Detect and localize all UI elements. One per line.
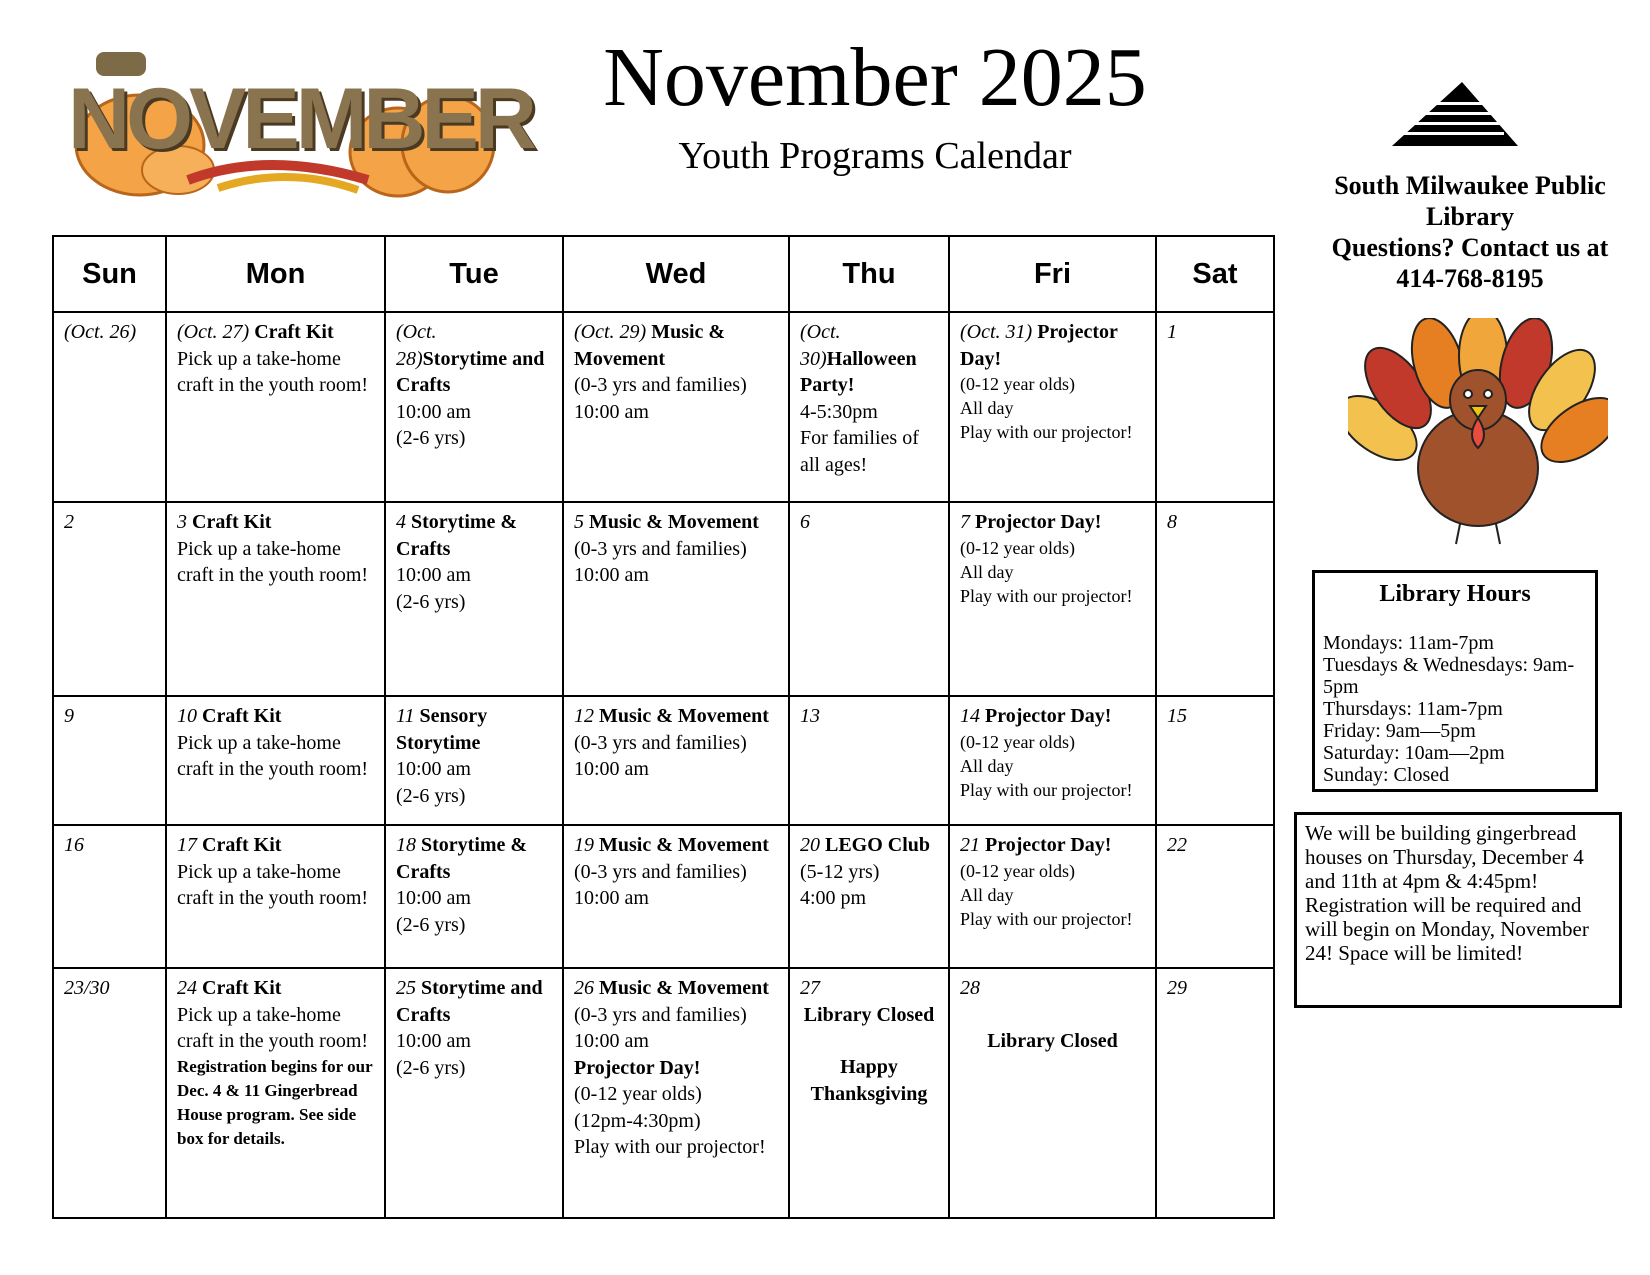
hours-line: Saturday: 10am—2pm [1323, 742, 1505, 764]
calendar-day-cell [789, 312, 949, 502]
calendar-day-cell [949, 312, 1156, 502]
event-detail: (0-3 yrs and families) [574, 1003, 747, 1026]
calendar-day-cell [563, 312, 789, 502]
day-number: 25 [396, 977, 416, 999]
event-detail: Play with our projector! [960, 585, 1133, 606]
event-detail: All day [960, 561, 1014, 582]
day-number: 23/30 [64, 977, 110, 999]
day-number: 21 [960, 834, 980, 856]
event-heading [574, 319, 778, 372]
day-number: 6 [800, 511, 810, 533]
event-detail: (0-3 yrs and families) [574, 537, 747, 560]
calendar-day-cell [53, 968, 166, 1218]
hours-line: Thursdays: 11am-7pm [1323, 698, 1503, 720]
event-heading [177, 975, 374, 1002]
event-detail: 10:00 am [574, 400, 649, 423]
contact-line: Questions? Contact us at [1331, 233, 1609, 262]
event-title: Music & Movement [584, 511, 759, 533]
calendar-day-cell [385, 825, 563, 968]
calendar-day-cell [949, 696, 1156, 825]
event-heading [1167, 319, 1263, 346]
library-hours-box [1312, 570, 1598, 792]
calendar-day-cell [53, 696, 166, 825]
library-contact [1300, 170, 1640, 294]
calendar-day-cell [563, 825, 789, 968]
day-number: 7 [960, 511, 970, 533]
event-heading [1167, 509, 1263, 536]
day-number: 9 [64, 705, 74, 727]
event-detail: Play with our projector! [574, 1136, 766, 1158]
event-detail: (2-6 yrs) [396, 784, 466, 807]
event-heading [64, 975, 155, 1002]
event-detail: (0-12 year olds) [960, 731, 1075, 752]
library-logo-icon [1392, 82, 1518, 156]
weekday-header: Mon [166, 236, 385, 312]
event-detail: 10:00 am [396, 1030, 471, 1052]
calendar-week-row [53, 696, 1274, 825]
library-name-line2: Library [1425, 202, 1515, 231]
event-title: Storytime and Crafts [396, 977, 543, 1026]
day-number: 24 [177, 977, 197, 999]
event-title: Storytime & Crafts [396, 511, 518, 560]
calendar-day-cell [385, 312, 563, 502]
event-heading [396, 975, 552, 1028]
event-heading [177, 703, 374, 730]
calendar-day-cell [166, 968, 385, 1218]
event-detail: 4:00 pm [800, 887, 867, 909]
calendar-day-cell [1156, 968, 1274, 1218]
event-detail: Play with our projector! [960, 422, 1133, 442]
november-logo [68, 40, 533, 200]
hours-line: Sunday: Closed [1323, 764, 1450, 786]
day-number: 28 [960, 977, 980, 999]
weekday-header: Sat [1156, 236, 1274, 312]
event-detail: All day [960, 884, 1014, 905]
calendar-day-cell [1156, 502, 1274, 696]
event-detail: (2-6 yrs) [396, 427, 466, 449]
event-detail: (12pm-4:30pm) [574, 1109, 701, 1132]
day-number: 11 [396, 705, 415, 727]
day-number: 16 [64, 834, 84, 856]
event-heading [574, 975, 778, 1002]
calendar-table [52, 235, 1275, 1219]
calendar-day-cell [1156, 312, 1274, 502]
day-number: 22 [1167, 834, 1187, 856]
calendar-day-cell [563, 968, 789, 1218]
event-heading [1167, 703, 1263, 730]
calendar-week-row [53, 825, 1274, 968]
event-heading [800, 832, 938, 859]
event-detail: (0-3 yrs and families) [574, 860, 747, 883]
event-title: Music & Movement [594, 977, 769, 999]
event-detail: Play with our projector! [960, 908, 1133, 929]
calendar-day-cell [385, 968, 563, 1218]
calendar-week-row [53, 502, 1274, 696]
logo-lettering: NOVEMBER [68, 71, 533, 167]
event-title: Projector Day! [574, 1056, 701, 1079]
day-number: 10 [177, 705, 197, 727]
day-number: 3 [177, 511, 187, 533]
calendar-body [53, 312, 1274, 1218]
event-title: Craft Kit [197, 834, 282, 856]
closure-text: Library Closed [987, 1029, 1118, 1052]
event-heading [396, 319, 552, 399]
event-heading [574, 509, 778, 536]
calendar-day-cell [789, 696, 949, 825]
event-detail: (0-3 yrs and families) [574, 731, 747, 754]
closure-text [800, 1028, 938, 1054]
gingerbread-note: We will be building gingerbread houses on Thursday, December 4 and 11th at 4pm & 4:45pm! Registration will be required and will begin on Monday, November 24! Space will be limited! [1294, 812, 1622, 1008]
calendar-day-cell [385, 502, 563, 696]
library-name-line1: South Milwaukee Public [1334, 171, 1606, 200]
day-number: (Oct. 31) [960, 321, 1033, 343]
day-number: (Oct. 29) [574, 321, 647, 343]
closure-text [960, 1002, 1145, 1028]
calendar-day-cell [563, 696, 789, 825]
event-heading [800, 703, 938, 730]
event-detail: (0-12 year olds) [960, 860, 1075, 881]
day-number: 19 [574, 834, 594, 856]
calendar-day-cell [949, 502, 1156, 696]
event-detail: For families of all ages! [800, 427, 919, 476]
event-heading [800, 319, 938, 399]
event-detail: Pick up a take-home craft in the youth room! [177, 860, 369, 909]
day-number: (Oct. 26) [64, 321, 137, 343]
day-number: 13 [800, 705, 820, 727]
event-detail: All day [960, 755, 1014, 776]
event-heading [1167, 832, 1263, 859]
registration-note: Registration begins for our Dec. 4 & 11 Gingerbread House program. See side box for details. [177, 1056, 373, 1148]
closure-text: Happy Thanksgiving [810, 1056, 928, 1105]
event-heading [64, 832, 155, 859]
event-title: Projector Day! [980, 705, 1112, 727]
event-detail: 10:00 am [396, 400, 471, 423]
day-number: 14 [960, 705, 980, 727]
event-heading [960, 703, 1145, 730]
event-detail: Pick up a take-home craft in the youth room! [177, 537, 369, 586]
event-detail: (2-6 yrs) [396, 1056, 466, 1079]
event-detail: 10:00 am [574, 758, 649, 780]
event-heading [396, 703, 552, 756]
calendar-day-cell [53, 502, 166, 696]
event-title: Storytime and Crafts [396, 347, 545, 396]
event-heading [177, 509, 374, 536]
event-heading [574, 832, 778, 859]
hours-line: Mondays: 11am-7pm [1323, 632, 1494, 654]
event-detail: Pick up a take-home craft in the youth room! [177, 731, 369, 780]
calendar-day-cell [949, 968, 1156, 1218]
event-title: Halloween Party! [800, 347, 917, 396]
event-title: LEGO Club [820, 834, 931, 856]
event-heading [64, 703, 155, 730]
calendar-day-cell [166, 312, 385, 502]
event-heading [396, 509, 552, 562]
event-title: Sensory Storytime [396, 705, 488, 754]
day-number: 18 [396, 834, 416, 856]
hours-line: Tuesdays & Wednesdays: 9am-5pm [1323, 654, 1575, 698]
event-title: Storytime & Crafts [396, 834, 528, 883]
event-heading [64, 319, 155, 346]
calendar-week-row [53, 968, 1274, 1218]
turkey-illustration [1348, 318, 1608, 554]
day-number: (Oct. 30) [800, 321, 841, 370]
calendar-day-cell [166, 696, 385, 825]
event-heading [177, 832, 374, 859]
calendar-day-cell [53, 312, 166, 502]
day-number: (Oct. 28) [396, 321, 437, 370]
event-title: Craft Kit [249, 321, 334, 343]
event-detail: 10:00 am [574, 1030, 649, 1052]
event-heading [574, 703, 778, 730]
event-heading [800, 509, 938, 536]
event-detail: (2-6 yrs) [396, 590, 466, 613]
hours-line: Friday: 9am—5pm [1323, 720, 1476, 742]
weekday-header: Wed [563, 236, 789, 312]
event-detail: All day [960, 398, 1014, 418]
weekday-header-row [53, 236, 1274, 312]
closure-text: Library Closed [803, 1003, 935, 1026]
calendar-day-cell [53, 825, 166, 968]
calendar-day-cell [166, 502, 385, 696]
event-title: Craft Kit [197, 705, 282, 727]
day-number: (Oct. 27) [177, 321, 250, 343]
event-heading [64, 509, 155, 536]
calendar-day-cell [949, 825, 1156, 968]
event-detail: Pick up a take-home craft in the youth room! [177, 347, 369, 396]
calendar-day-cell [789, 502, 949, 696]
event-heading [960, 832, 1145, 859]
event-detail: (0-12 year olds) [960, 537, 1075, 558]
day-number: 1 [1167, 321, 1177, 343]
day-number: 26 [574, 977, 594, 999]
calendar-day-cell [166, 825, 385, 968]
day-number: 2 [64, 511, 74, 533]
event-heading [960, 509, 1145, 536]
event-detail: (0-12 year olds) [574, 1083, 702, 1105]
day-number: 27 [800, 977, 820, 999]
weekday-header: Sun [53, 236, 166, 312]
day-number: 8 [1167, 511, 1177, 533]
event-detail: 10:00 am [396, 564, 471, 586]
event-title: Projector Day! [960, 321, 1118, 370]
event-detail: (2-6 yrs) [396, 913, 466, 936]
event-detail: Pick up a take-home craft in the youth room! [177, 1003, 369, 1052]
event-heading [396, 832, 552, 885]
weekday-header: Thu [789, 236, 949, 312]
event-detail: Play with our projector! [960, 779, 1133, 800]
event-title: Music & Movement [594, 834, 769, 856]
day-number: 12 [574, 705, 594, 727]
event-detail: (0-3 yrs and families) [574, 374, 747, 396]
event-title: Craft Kit [187, 511, 272, 533]
calendar-day-cell [385, 696, 563, 825]
event-heading [960, 319, 1145, 372]
day-number: 4 [396, 511, 406, 533]
calendar-day-cell [1156, 696, 1274, 825]
event-detail: 10:00 am [574, 887, 649, 909]
calendar-day-cell [563, 502, 789, 696]
event-detail: (0-12 year olds) [960, 374, 1075, 394]
event-title: Projector Day! [980, 834, 1112, 856]
event-detail: 10:00 am [574, 564, 649, 586]
event-detail: (5-12 yrs) [800, 860, 880, 883]
event-detail: 10:00 am [396, 758, 471, 780]
calendar-day-cell [789, 968, 949, 1218]
weekday-header: Tue [385, 236, 563, 312]
calendar-day-cell [789, 825, 949, 968]
event-detail: 10:00 am [396, 887, 471, 909]
calendar-week-row [53, 312, 1274, 502]
weekday-header: Fri [949, 236, 1156, 312]
page-subtitle: Youth Programs Calendar [678, 135, 1072, 177]
event-heading [1167, 975, 1263, 1002]
event-detail: 4-5:30pm [800, 400, 878, 423]
event-heading [177, 319, 374, 346]
hours-title: Library Hours [1379, 581, 1531, 607]
phone-number: 414-768-8195 [1396, 264, 1544, 293]
event-title: Music & Movement [594, 705, 769, 727]
day-number: 20 [800, 834, 820, 856]
day-number: 5 [574, 511, 584, 533]
page-title: November 2025 [603, 31, 1147, 124]
event-title: Music & Movement [574, 321, 726, 370]
event-title: Craft Kit [197, 977, 282, 999]
day-number: 15 [1167, 705, 1187, 727]
calendar-day-cell [1156, 825, 1274, 968]
day-number: 29 [1167, 977, 1187, 999]
event-title: Projector Day! [970, 511, 1102, 533]
day-number: 17 [177, 834, 197, 856]
